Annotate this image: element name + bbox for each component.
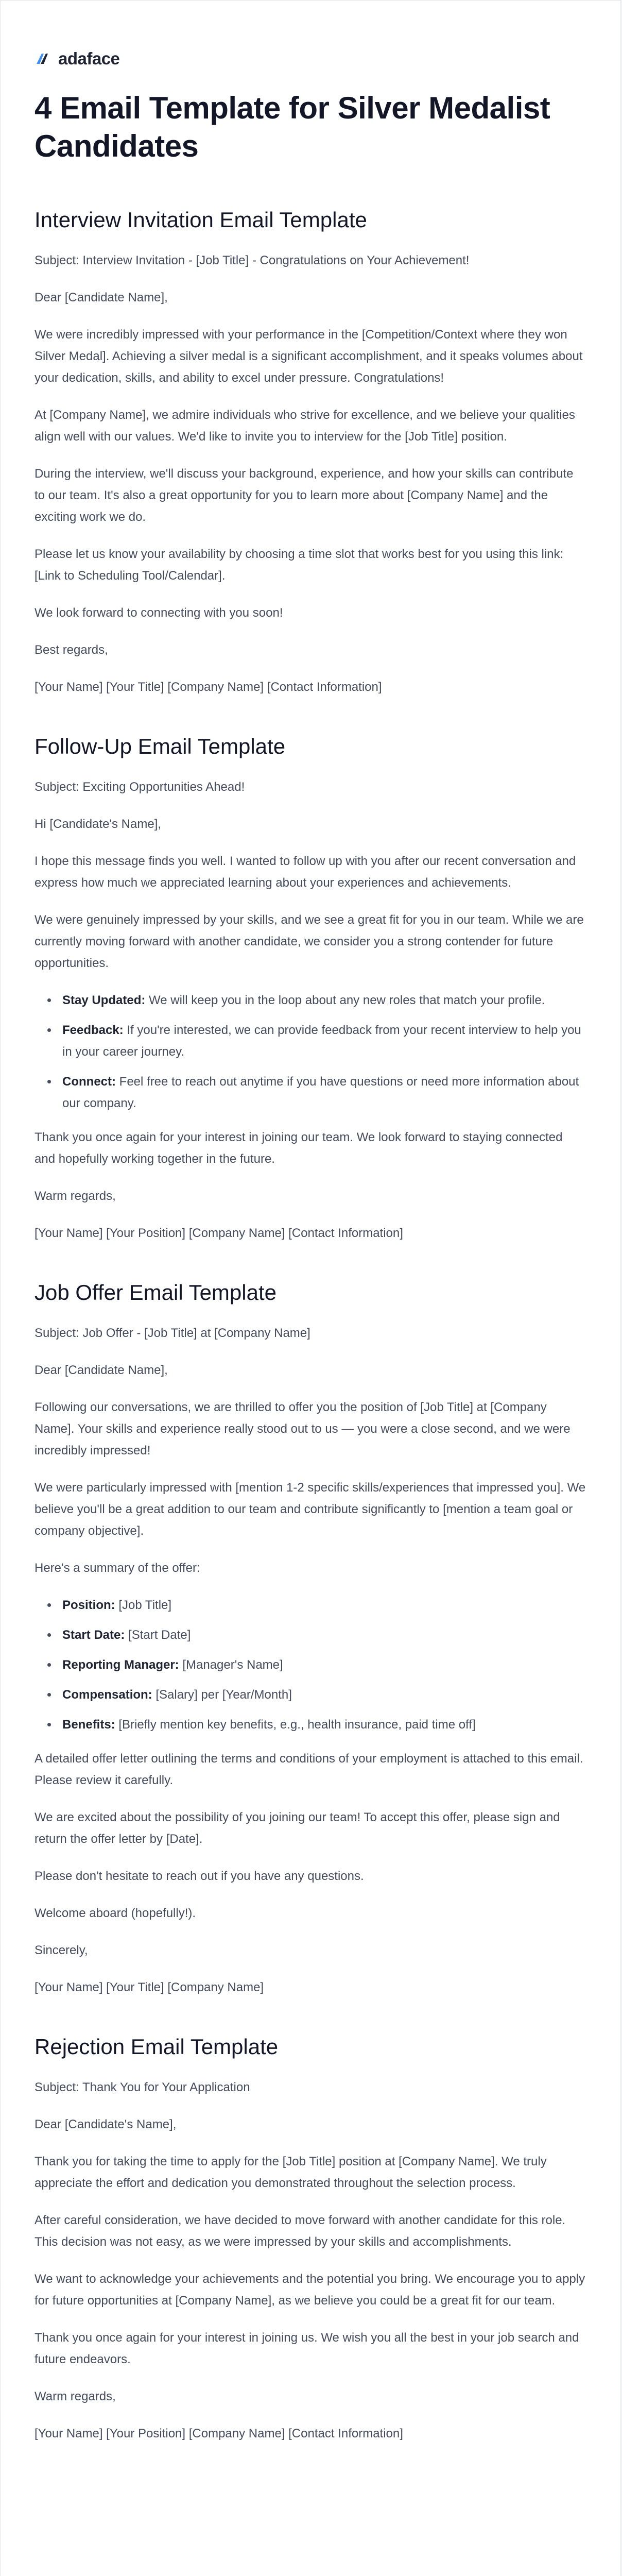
- list-item: [58, 1714, 586, 1736]
- paragraph: Following our conversations, we are thrilled to offer you the position of [Job Title] at [Company Name]. Your skills and experience really stood out to us — you were a close second, and we were incredibly impressed!: [34, 1400, 571, 1458]
- paragraph: We were genuinely impressed by your skills, and we see a great fit for you in our team. While we are currently moving forward with another candidate, we consider you a strong contender for future opportunities.: [34, 913, 584, 970]
- paragraph: Warm regards,: [34, 2389, 116, 2403]
- paragraph: Please don't hesitate to reach out if you have any questions.: [34, 1869, 364, 1883]
- list-item-label: Position:: [62, 1598, 115, 1612]
- brand-name: adaface: [58, 49, 120, 68]
- paragraph: [Your Name] [Your Title] [Company Name]: [34, 1980, 264, 1994]
- paragraph: [Your Name] [Your Position] [Company Name] [Contact Information]: [34, 2427, 403, 2441]
- paragraph: We were particularly impressed with [mention 1-2 specific skills/experiences that impressed you]. We believe you'll be a great addition to our team and contribute significantly to [mention a team goal or company objective].: [34, 1481, 586, 1538]
- paragraph: Subject: Thank You for Your Application: [34, 2080, 250, 2094]
- list-item-label: Start Date:: [62, 1628, 125, 1642]
- paragraph: Thank you once again for your interest in joining our team. We look forward to staying connected and hopefully working together in the future.: [34, 1130, 563, 1166]
- section-heading: Job Offer Email Template: [34, 1280, 277, 1304]
- paragraph: A detailed offer letter outlining the terms and conditions of your employment is attached to this email. Please review it carefully.: [34, 1752, 583, 1787]
- list-item-label: Benefits:: [62, 1718, 115, 1732]
- paragraph: Dear [Candidate Name],: [34, 291, 168, 304]
- paragraph: [Your Name] [Your Title] [Company Name] [Contact Information]: [34, 680, 382, 694]
- list-item-label: Reporting Manager:: [62, 1658, 179, 1672]
- bullet-list: [34, 990, 586, 1114]
- list-item: [58, 1071, 586, 1114]
- brand-logo[interactable]: [34, 1, 586, 70]
- list-item: [58, 990, 586, 1011]
- paragraph: Please let us know your availability by choosing a time slot that works best for you using this link: [Link to Scheduling Tool/Calendar].: [34, 547, 564, 583]
- paragraph: Welcome aboard (hopefully!).: [34, 1906, 196, 1920]
- paragraph: Here's a summary of the offer:: [34, 1561, 200, 1575]
- paragraph: I hope this message finds you well. I wanted to follow up with you after our recent conversation and express how much we appreciated learning about your experiences and achievements.: [34, 854, 576, 890]
- list-item-text: [Salary] per [Year/Month]: [152, 1688, 292, 1702]
- list-item: [58, 1684, 586, 1706]
- list-item-label: Stay Updated:: [62, 993, 146, 1007]
- section-heading: Interview Invitation Email Template: [34, 208, 367, 232]
- follow-up-section: [34, 732, 586, 1244]
- list-item-text: [Briefly mention key benefits, e.g., health insurance, paid time off]: [115, 1718, 476, 1732]
- paragraph: [Your Name] [Your Position] [Company Name] [Contact Information]: [34, 1226, 403, 1240]
- paragraph: Subject: Job Offer - [Job Title] at [Company Name]: [34, 1326, 310, 1340]
- list-item-text: [Job Title]: [115, 1598, 172, 1612]
- list-item: [58, 1654, 586, 1676]
- paragraph: We want to acknowledge your achievements and the potential you bring. We encourage you to apply for future opportunities at [Company Name], as we believe you could be a great fit for our team.: [34, 2272, 585, 2308]
- paragraph: During the interview, we'll discuss your background, experience, and how your skills can contribute to our team. It's also a great opportunity for you to learn more about [Company Name] and the exciting work we do.: [34, 467, 574, 524]
- bullet-list: [34, 1595, 586, 1736]
- list-item-label: Connect:: [62, 1075, 116, 1089]
- list-item: [58, 1595, 586, 1616]
- paragraph: At [Company Name], we admire individuals who strive for excellence, and we believe your qualities align well with our values. We'd like to invite you to interview for the [Job Title] position.: [34, 408, 575, 444]
- list-item-text: Feel free to reach out anytime if you have questions or need more information about our company.: [62, 1075, 579, 1110]
- list-item-label: Feedback:: [62, 1023, 124, 1037]
- list-item-text: [Start Date]: [125, 1628, 191, 1642]
- paragraph: Subject: Interview Invitation - [Job Title] - Congratulations on Your Achievement!: [34, 253, 470, 267]
- paragraph: Sincerely,: [34, 1943, 88, 1957]
- paragraph: Warm regards,: [34, 1189, 116, 1203]
- adaface-logo-icon: [34, 50, 54, 67]
- section-heading: Follow-Up Email Template: [34, 734, 286, 758]
- paragraph: We were incredibly impressed with your performance in the [Competition/Context where they won Silver Medal]. Achieving a silver medal is a significant accomplishment, and it speaks volumes about your dedication, skills, and ability to excel under pressure. Congratulations!: [34, 328, 583, 385]
- paragraph: After careful consideration, we have decided to move forward with another candidate for this role. This decision was not easy, as we were impressed by your skills and accomplishments.: [34, 2213, 566, 2249]
- list-item-text: We will keep you in the loop about any new roles that match your profile.: [145, 993, 545, 1007]
- section-heading: Rejection Email Template: [34, 2035, 279, 2059]
- paragraph: Thank you once again for your interest in joining us. We wish you all the best in your job search and future endeavors.: [34, 2331, 579, 2366]
- list-item-label: Compensation:: [62, 1688, 152, 1702]
- list-item-text: [Manager's Name]: [179, 1658, 283, 1672]
- job-offer-section: [34, 1278, 586, 1998]
- paragraph: Subject: Exciting Opportunities Ahead!: [34, 780, 245, 794]
- paragraph: Hi [Candidate's Name],: [34, 817, 162, 831]
- paragraph: Dear [Candidate's Name],: [34, 2117, 177, 2131]
- paragraph: We are excited about the possibility of you joining our team! To accept this offer, please sign and return the offer letter by [Date].: [34, 1810, 560, 1846]
- interview-invitation-section: [34, 206, 586, 698]
- list-item: [58, 1020, 586, 1063]
- paragraph: Best regards,: [34, 643, 108, 657]
- paragraph: Dear [Candidate Name],: [34, 1363, 168, 1377]
- list-item: [58, 1624, 586, 1646]
- page-title: 4 Email Template for Silver Medalist Candidates: [34, 91, 550, 163]
- paragraph: We look forward to connecting with you soon!: [34, 606, 283, 620]
- list-item-text: If you're interested, we can provide feedback from your recent interview to help you in your career journey.: [62, 1023, 581, 1059]
- rejection-section: [34, 2032, 586, 2445]
- paragraph: Thank you for taking the time to apply for the [Job Title] position at [Company Name]. We truly appreciate the effort and dedication you demonstrated throughout the selection process.: [34, 2155, 547, 2190]
